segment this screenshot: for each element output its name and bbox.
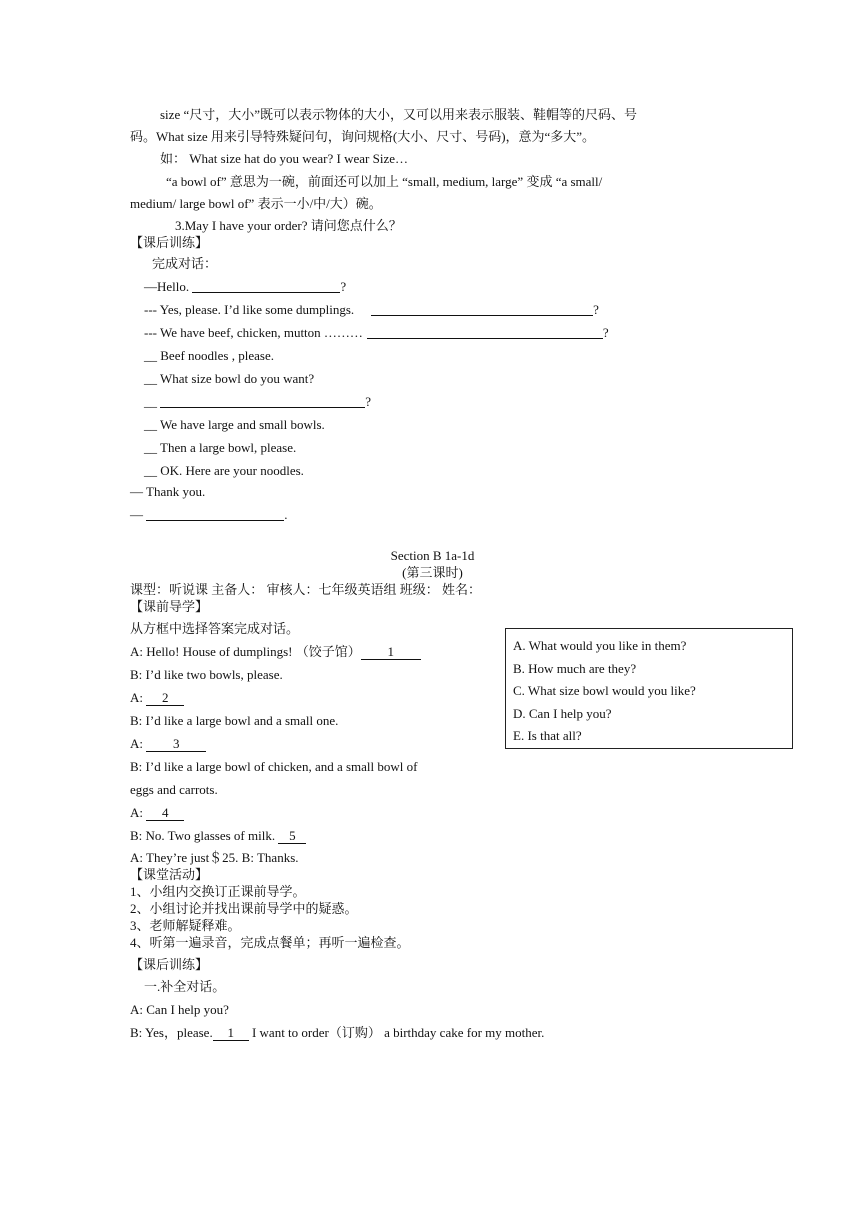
question-mark: ? — [593, 302, 599, 317]
answer-blank[interactable] — [371, 302, 593, 316]
option-e: E. Is that all? — [513, 728, 582, 743]
choose-instruction: 从方框中选择答案完成对话。 — [130, 621, 300, 636]
dialog-line-9: __ OK. Here are your noodles. — [144, 463, 304, 478]
option-c: C. What size bowl would you like? — [513, 683, 696, 698]
dialog-line-1: —Hello. — [144, 279, 193, 294]
dialog-line-7: __ We have large and small bowls. — [144, 417, 325, 432]
answer-blank-1[interactable]: 1 — [361, 645, 421, 660]
dialog-line-11: — — [130, 507, 147, 522]
answer-blank[interactable] — [367, 325, 603, 339]
order-question: 3.May I have your order? 请问您点什么？ — [175, 218, 402, 233]
document-page — [130, 106, 735, 1041]
dialog-a1: A: Hello! House of dumplings! （饺子馆） — [130, 644, 361, 659]
homework-heading: 【课后训练】 — [130, 235, 209, 250]
activity-2: 2、小组讨论并找出课前导学中的疑惑。 — [130, 901, 358, 916]
question-mark: ? — [340, 279, 347, 294]
activity-1: 1、小组内交换订正课前导学。 — [130, 884, 306, 899]
homework-subheading: 一.补全对话。 — [144, 979, 226, 994]
dialog-b3-line2: eggs and carrots. — [130, 782, 218, 797]
option-b: B. How much are they? — [513, 660, 637, 676]
question-mark: ? — [365, 394, 372, 409]
activity-4: 4、听第一遍录音，完成点餐单；再听一遍检查。 — [130, 935, 410, 950]
activity-3: 3、老师解疑释难。 — [130, 918, 241, 933]
homework-dialog-b: B: Yes，please. — [130, 1025, 213, 1040]
dialog-line-4: __ Beef noodles , please. — [144, 348, 274, 363]
answer-blank-4[interactable]: 4 — [146, 806, 184, 821]
homework-answer-blank-1[interactable]: 1 — [213, 1026, 249, 1041]
answer-blank-5[interactable]: 5 — [278, 829, 306, 844]
dialog-line-6: __ — [144, 394, 161, 409]
size-explanation-line2: 码。What size 用来引导特殊疑问句，询问规格(大小、尺寸、号码)，意为“多大”。 — [130, 129, 596, 144]
dialog-b1: B: I’d like two bowls, please. — [130, 667, 283, 682]
homework-dialog-a: A: Can I help you? — [130, 1002, 229, 1017]
bowl-explanation-line1: “a bowl of” 意思为一碗，前面还可以加上 “small, medium, large” 变成 “a small/ — [166, 174, 603, 189]
answer-blank[interactable] — [160, 394, 365, 408]
homework-heading-2: 【课后训练】 — [130, 957, 209, 972]
section-title: Section B 1a-1d — [390, 548, 475, 563]
dialog-a5: A: They’re just＄25. B: Thanks. — [130, 850, 299, 865]
class-activity-heading: 【课堂活动】 — [130, 867, 209, 882]
option-a: A. What would you like in them? — [513, 638, 687, 653]
dialog-b3-line1: B: I’d like a large bowl of chicken, and a small bowl of — [130, 759, 418, 774]
dialog-line-10: — Thank you. — [130, 484, 206, 499]
answer-blank-2[interactable]: 2 — [146, 691, 184, 706]
dialog-line-3: --- We have beef, chicken, mutton ……… — [144, 325, 363, 340]
dialog-line-5: __ What size bowl do you want? — [144, 371, 315, 386]
preview-heading: 【课前导学】 — [130, 599, 209, 614]
bowl-explanation-line2: medium/ large bowl of” 表示一小/中/大）碗。 — [130, 196, 382, 211]
option-d: D. Can I help you? — [513, 705, 612, 721]
dialog-a3: A: — [130, 736, 147, 751]
dialog-a4: A: — [130, 805, 147, 820]
dialog-line-2: --- Yes, please. I’d like some dumplings. — [144, 302, 355, 317]
options-box — [505, 628, 793, 749]
size-explanation-line1: size “尺寸，大小”既可以表示物体的大小，又可以用来表示服装、鞋帽等的尺码、号 — [160, 107, 638, 122]
question-mark: ? — [602, 325, 609, 340]
answer-blank-3[interactable]: 3 — [146, 737, 206, 752]
lesson-info: 课型：听说课 主备人： 审核人：七年级英语组 班级： 姓名： — [130, 582, 482, 597]
period-mark: . — [284, 507, 288, 522]
complete-dialog-instruction: 完成对话： — [152, 256, 218, 271]
dialog-a2: A: — [130, 690, 147, 705]
section-subtitle: (第三课时) — [402, 565, 463, 580]
size-example: 如： What size hat do you wear? I wear Size… — [160, 151, 408, 166]
answer-blank[interactable] — [146, 507, 284, 521]
homework-dialog-b-rest: I want to order（订购） a birthday cake for my mother. — [248, 1025, 545, 1040]
dialog-b2: B: I’d like a large bowl and a small one. — [130, 713, 339, 728]
dialog-b4: B: No. Two glasses of milk. — [130, 828, 279, 843]
dialog-line-8: __ Then a large bowl, please. — [144, 440, 297, 455]
answer-blank[interactable] — [192, 279, 340, 293]
